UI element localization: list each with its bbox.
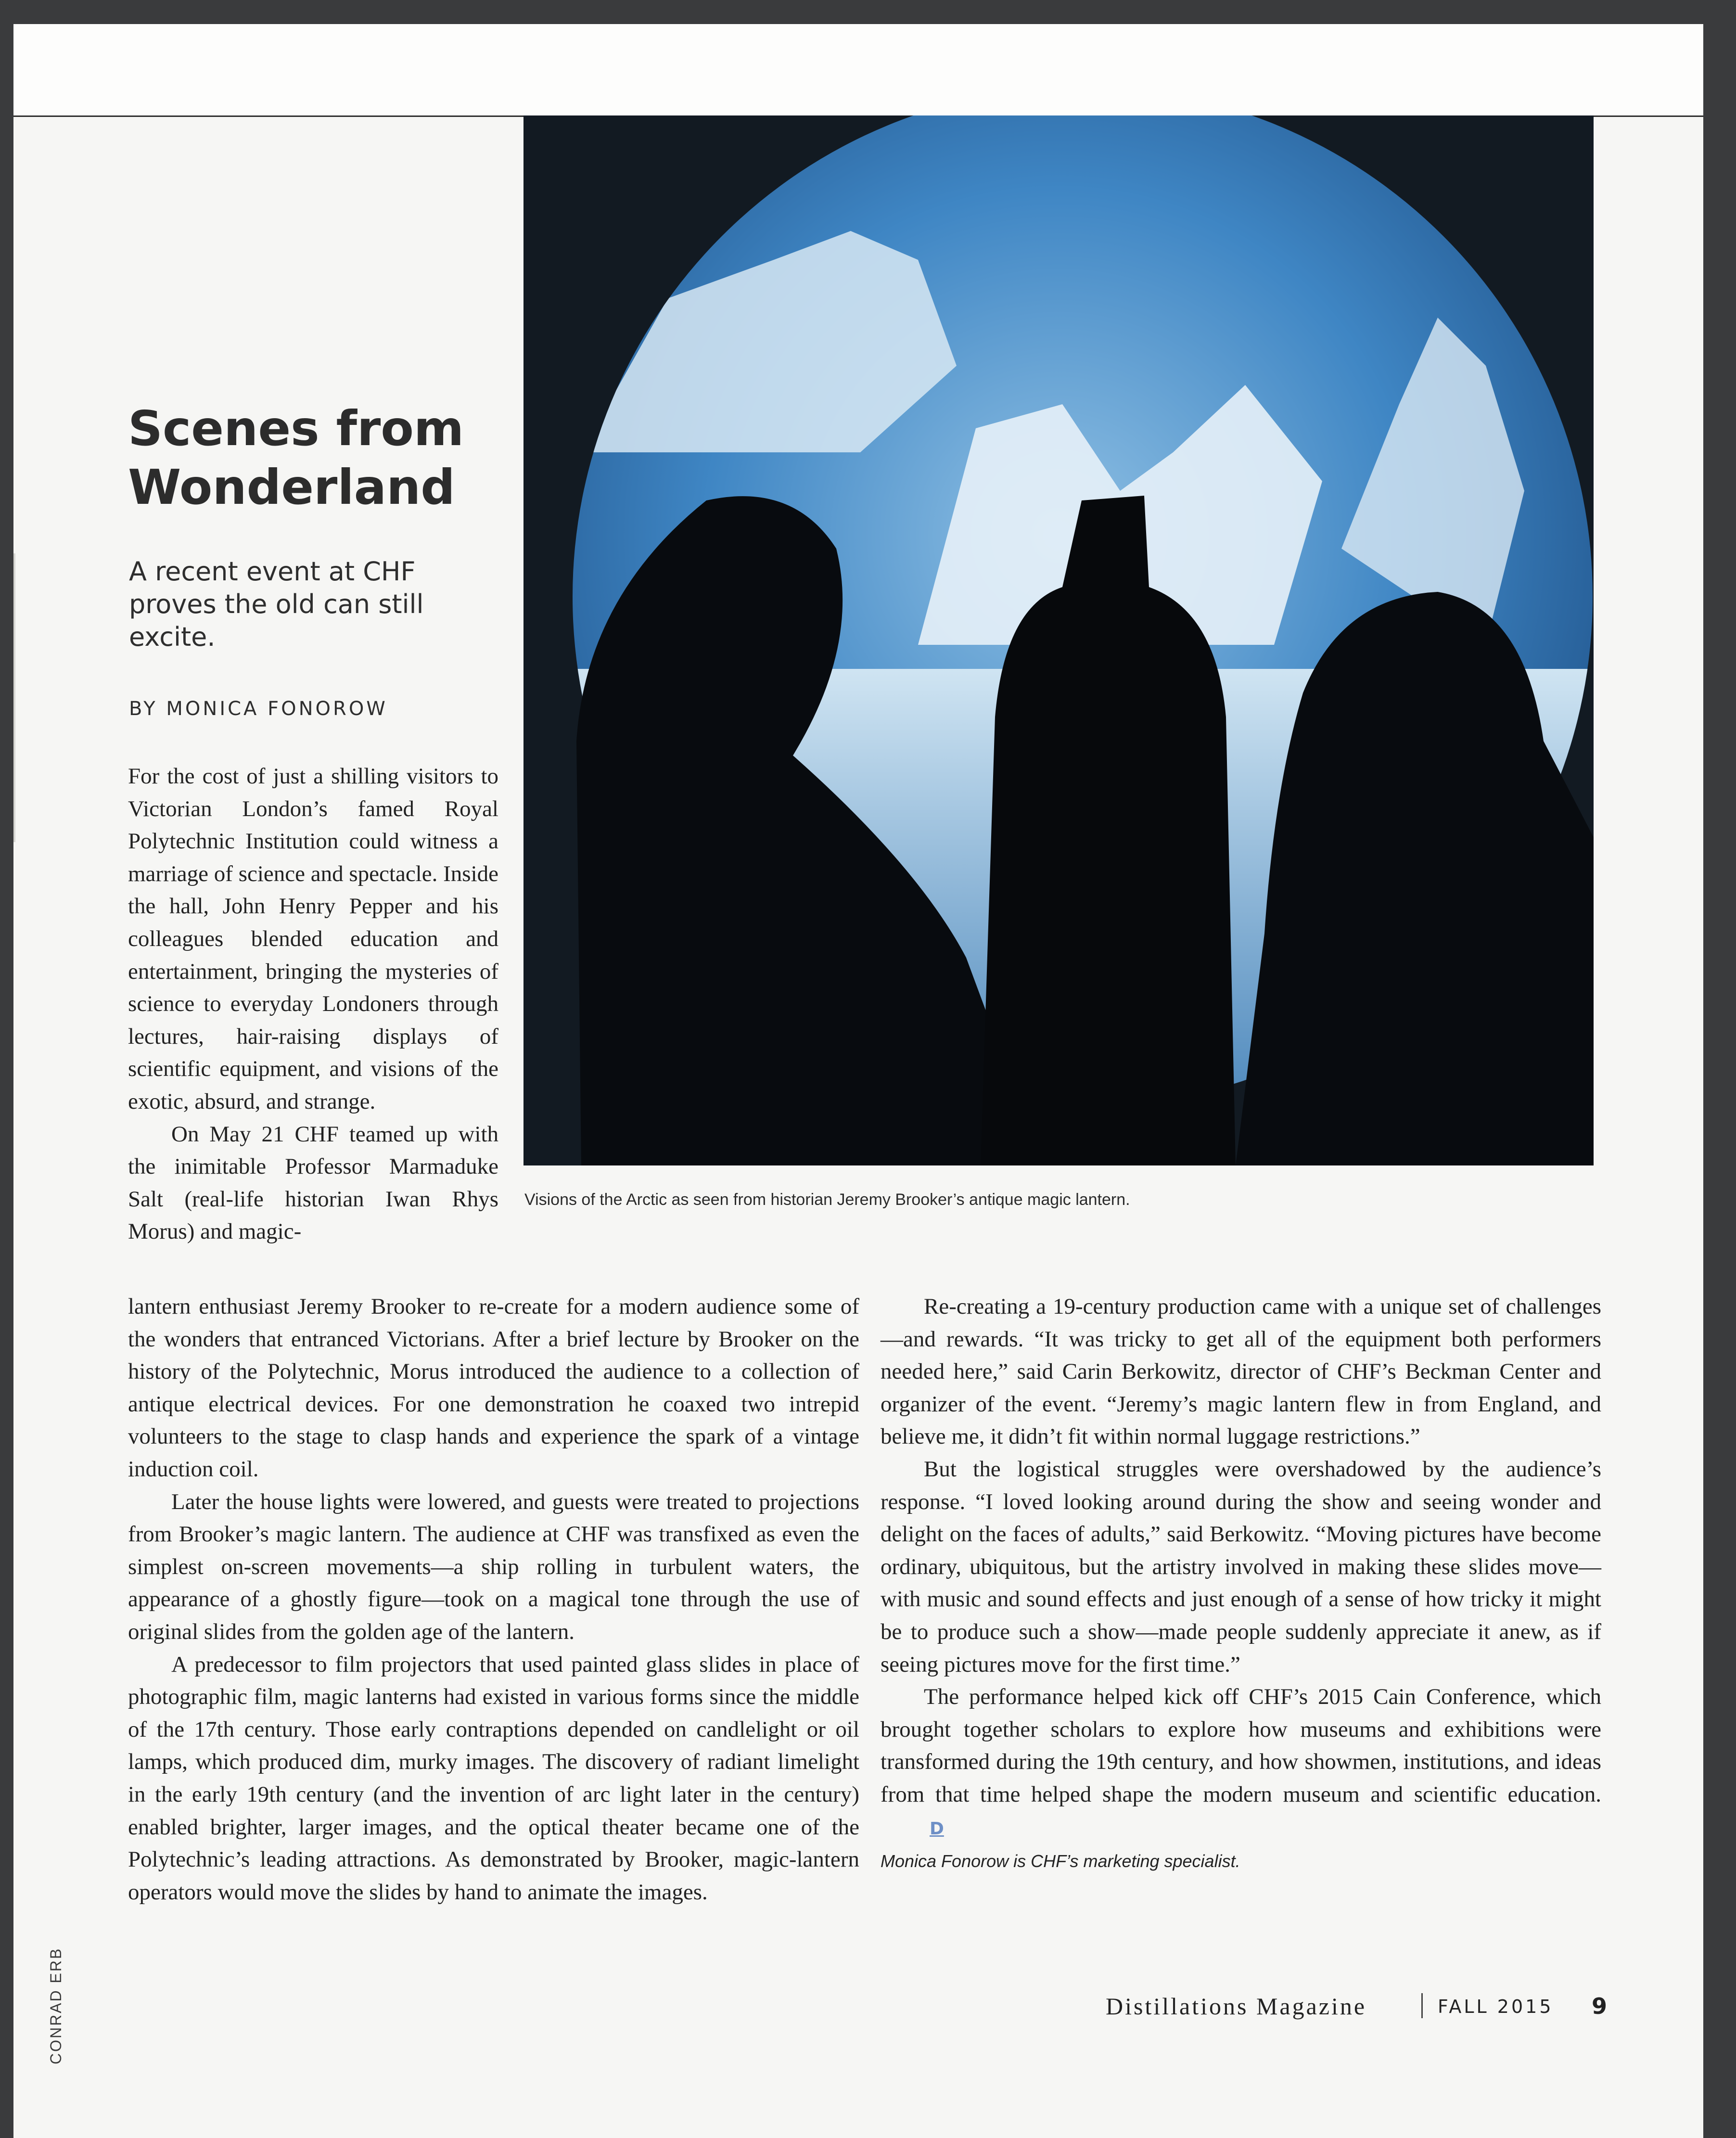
lantern-photo: [523, 115, 1594, 1165]
magazine-name: Distillations Magazine: [1106, 1993, 1367, 2020]
issue-label: FALL 2015: [1438, 1996, 1554, 2017]
page-number: 9: [1592, 1993, 1608, 2019]
photo-caption: Visions of the Arctic as seen from historian Jeremy Brooker’s antique magic lantern.: [524, 1191, 1130, 1209]
photo-credit-wrap: [47, 1872, 76, 2074]
page-footer: [1106, 1992, 1611, 2021]
title-line-1: Scenes from: [128, 400, 464, 457]
paragraph-text: The performance helped kick off CHF’s 2015 Cain Conference, which brought together scholars to explore how museums and exhibitions were transformed during the 19th century, and how showmen, institutions, and ideas from that time helped shape the modern museum and scientific education.: [881, 1684, 1601, 1807]
paragraph: Re-creating a 19-century production came with a unique set of challenges—and rewards. “It was tricky to get all of the equipment both performers needed here,” said Carin Berkowitz, director of CHF’s Beckman Center and organizer of the event. “Jeremy’s magic lantern flew in from England, and believe me, it didn’t fit within normal luggage restrictions.”: [881, 1294, 1601, 1449]
paragraph: Later the house lights were lowered, and guests were treated to projections from Brooker’s magic lantern. The audience at CHF was transfixed as even the simplest on-screen movements—a ship rolling in turbulent waters, the appearance of a ghostly figure—took on a magical tone through the use of original slides from the golden age of the lantern.: [128, 1489, 859, 1644]
paragraph: lantern enthusiast Jeremy Brooker to re-create for a modern audience some of the wonders that entranced Victorians. After a brief lecture by Brooker on the history of the Polytechnic, Morus introduced the audience to a collection of antique electrical devices. For one demonstration he coaxed two intrepid volunteers to the stage to clasp hands and experience the spark of a vintage induction coil.: [128, 1294, 859, 1482]
page-top-band: [13, 24, 1703, 117]
spine-edge: [13, 553, 15, 842]
article-title: [128, 399, 494, 517]
paragraph: [881, 1681, 1601, 1845]
magazine-page: [13, 24, 1703, 2138]
article-deck: A recent event at CHF proves the old can still excite.: [129, 556, 424, 652]
author-signoff: Monica Fonorow is CHF’s marketing specialist.: [881, 1851, 1240, 1871]
paragraph: On May 21 CHF teamed up with the inimitable Professor Marmaduke Salt (real-life historian Iwan Rhys Morus) and magic-: [128, 1121, 498, 1244]
photo-illustration: [523, 115, 1594, 1165]
paragraph: A predecessor to film projectors that used painted glass slides in place of photographic film, magic lanterns had existed in various forms since the middle of the 17th century. Those early contraptions depended on candlelight or oil lamps, which produced dim, murky images. The discovery of radiant limelight in the early 19th century (and the invention of arc light later in the century) enabled brighter, larger images, and the optical theater became one of the Polytechnic’s leading attractions. As demonstrated by Brooker, magic-lantern operators would move the slides by hand to animate the images.: [128, 1652, 859, 1905]
body-column-2: [881, 1291, 1601, 1876]
title-line-2: Wonderland: [128, 459, 455, 515]
byline: BY MONICA FONOROW: [129, 698, 388, 720]
footer-divider: [1421, 1993, 1423, 2018]
paragraph: But the logistical struggles were overshadowed by the audience’s response. “I loved looking around during the show and seeing wonder and delight on the faces of adults,” said Berkowitz. “Moving pictures have become ordinary, ubiquitous, but the artistry involved in making these slides move—with music and sound effects and just enough of a sense of how tricky it might be to produce such a show—made people suddenly appreciate it anew, as if seeing pictures move for the first time.”: [881, 1456, 1601, 1677]
body-column-1-top: [128, 760, 498, 1248]
photo-credit: CONRAD ERB: [47, 1947, 64, 2064]
paragraph: For the cost of just a shilling visitors to Victorian London’s famed Royal Polytechnic Institution could witness a marriage of science and spectacle. Inside the hall, John Henry Pepper and his colleagues blended education and entertainment, bringing the mysteries of science to everyday Londoners through lectures, hair-raising displays of scientific equipment, and visions of the exotic, absurd, and strange.: [128, 764, 498, 1114]
end-mark-icon: D: [930, 1818, 944, 1839]
body-column-1-bottom: [128, 1291, 859, 1908]
